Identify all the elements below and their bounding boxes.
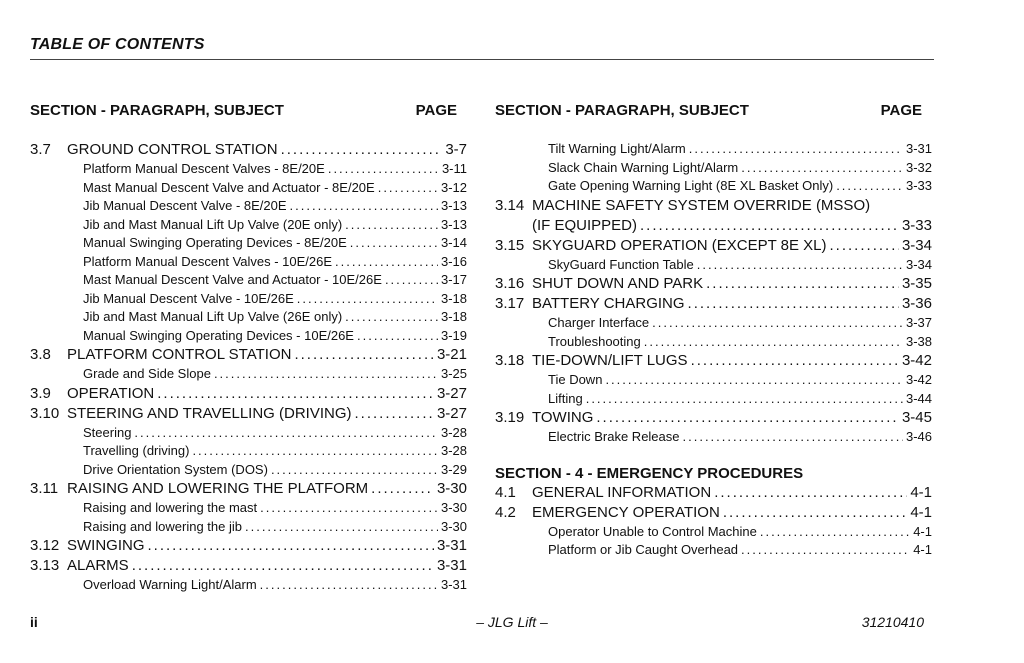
entry-title: Grade and Side Slope: [83, 366, 211, 381]
dot-leader: [688, 295, 899, 312]
toc-entry[interactable]: [495, 504, 932, 524]
dot-leader: [830, 237, 899, 254]
entry-page: 3-33: [901, 216, 932, 234]
dot-leader: [378, 180, 438, 195]
entry-page: 3-42: [905, 372, 932, 387]
entry-number: 3.12: [30, 537, 60, 554]
entry-page: 3-30: [440, 500, 467, 515]
dot-leader: [132, 557, 434, 574]
entry-title: Gate Opening Warning Light (8E XL Basket Only): [548, 178, 834, 193]
entry-title: TOWING: [532, 409, 594, 426]
dot-leader: [294, 346, 434, 363]
toc-entry[interactable]: [30, 519, 467, 538]
dot-leader: [644, 334, 903, 349]
dot-leader: [297, 291, 438, 306]
entry-page: 3-16: [440, 253, 467, 269]
entry-page: 3-36: [901, 295, 932, 312]
entry-page: 3-11: [441, 161, 467, 176]
dot-leader: [335, 254, 438, 269]
footer-doc-number: 31210410: [861, 614, 924, 630]
dot-leader: [245, 519, 438, 534]
entry-page: 3-28: [440, 443, 467, 458]
entry-number: 3.9: [30, 384, 51, 402]
dot-leader: [714, 484, 907, 501]
entry-page: 3-42: [901, 352, 932, 369]
dot-leader: [652, 315, 903, 330]
toc-entry[interactable]: [30, 462, 467, 481]
entry-page: 4-1: [910, 503, 932, 521]
dot-leader: [683, 429, 903, 444]
entry-title: GENERAL INFORMATION: [532, 483, 712, 501]
toc-entry[interactable]: [30, 405, 467, 425]
dot-leader: [697, 257, 903, 272]
dot-leader: [706, 275, 899, 292]
dot-leader: [355, 405, 434, 422]
entry-page: 3-37: [905, 315, 932, 330]
dot-leader: [271, 462, 438, 477]
entry-page: 3-12: [440, 179, 467, 195]
entry-page: 4-1: [913, 542, 932, 557]
entry-page: 3-31: [440, 577, 467, 592]
entry-number: 3.10: [30, 404, 60, 422]
toc-entry[interactable]: [30, 346, 467, 366]
footer-page-number: ii: [30, 614, 38, 630]
entry-page: 3-28: [440, 424, 467, 440]
toc-entry[interactable]: [30, 309, 467, 328]
toc-entry[interactable]: [30, 480, 467, 500]
entry-page: 3-31: [436, 537, 467, 554]
toc-entry[interactable]: [495, 352, 932, 372]
entry-title: EMERGENCY OPERATION: [532, 503, 720, 521]
entry-page: 3-17: [440, 272, 467, 287]
dot-leader: [328, 161, 439, 176]
entry-title: Steering: [83, 424, 132, 440]
entry-title: Tilt Warning Light/Alarm: [548, 141, 686, 156]
entry-page: 3-34: [901, 236, 932, 254]
dot-leader: [741, 542, 910, 557]
column-heading: [30, 102, 467, 122]
entry-title: Jib and Mast Manual Lift Up Valve (26E only): [83, 309, 343, 324]
entry-title: Tie Down: [548, 372, 603, 387]
entry-page: 3-34: [905, 256, 932, 272]
entry-title: Manual Swinging Operating Devices - 10E/26E: [83, 327, 354, 343]
toc-entry[interactable]: [30, 500, 467, 519]
entry-page: 3-7: [445, 141, 467, 158]
dot-leader: [760, 524, 910, 539]
entry-title: SHUT DOWN AND PARK: [532, 275, 704, 292]
dot-leader: [260, 577, 438, 592]
toc-entry[interactable]: [495, 275, 932, 295]
toc-entry[interactable]: [495, 217, 932, 237]
entry-number: 3.15: [495, 236, 525, 254]
entry-title: Operator Unable to Control Machine: [548, 523, 757, 539]
toc-entry[interactable]: [30, 217, 467, 236]
dot-leader: [385, 272, 438, 287]
entry-title: STEERING AND TRAVELLING (DRIVING): [67, 404, 352, 422]
dot-leader: [689, 141, 903, 156]
dot-leader: [260, 500, 438, 515]
toc-entry[interactable]: [495, 542, 932, 561]
toc-entry[interactable]: [30, 141, 467, 161]
entry-page: 3-21: [436, 346, 467, 363]
entry-title: TIE-DOWN/LIFT LUGS: [532, 352, 688, 369]
entry-number: 3.8: [30, 346, 51, 363]
dot-leader: [134, 425, 438, 440]
entry-page: 3-31: [436, 557, 467, 574]
toc-entry[interactable]: [495, 372, 932, 391]
dot-leader: [596, 409, 899, 426]
heading-page: PAGE: [880, 102, 922, 119]
entry-page: 3-30: [440, 518, 467, 534]
entry-page: 3-19: [440, 327, 467, 343]
toc-entry[interactable]: [30, 254, 467, 273]
column-heading: [495, 102, 932, 122]
entry-title: Manual Swinging Operating Devices - 8E/20E: [83, 235, 347, 250]
entry-title: BATTERY CHARGING: [532, 295, 685, 312]
toc-entries: [495, 141, 932, 561]
entry-title: ALARMS: [67, 557, 129, 574]
entry-title: Charger Interface: [548, 315, 650, 330]
entry-title: Jib Manual Descent Valve - 8E/20E: [83, 198, 287, 213]
entry-page: 3-27: [436, 384, 467, 402]
toc-entry[interactable]: [30, 161, 467, 180]
entry-title: PLATFORM CONTROL STATION: [67, 346, 292, 363]
entry-page: 3-38: [905, 333, 932, 349]
toc-column-right: [495, 102, 932, 561]
entry-title: Electric Brake Release: [548, 429, 680, 444]
entry-title: Mast Manual Descent Valve and Actuator - 8E/20E: [83, 179, 375, 195]
toc-entry[interactable]: [495, 295, 932, 315]
dot-leader: [357, 328, 438, 343]
entry-title: (IF EQUIPPED): [532, 216, 638, 234]
entry-title: Mast Manual Descent Valve and Actuator - 10E/26E: [83, 272, 382, 287]
entry-title: Platform or Jib Caught Overhead: [548, 542, 739, 557]
section-heading: SECTION - 4 - EMERGENCY PROCEDURES: [495, 464, 804, 482]
entry-title: SWINGING: [67, 537, 145, 554]
entry-page: 3-46: [905, 429, 932, 444]
entry-title: Jib and Mast Manual Lift Up Valve (20E only): [83, 216, 343, 232]
entry-page: 3-13: [440, 198, 467, 213]
entry-page: 3-13: [440, 216, 467, 232]
toc-entry[interactable]: [495, 237, 932, 257]
entry-number: 3.18: [495, 352, 525, 369]
entry-number: 3.16: [495, 275, 525, 292]
entry-page: 3-18: [440, 290, 467, 306]
entry-page: 3-33: [905, 178, 932, 193]
dot-leader: [691, 352, 899, 369]
entry-page: 3-44: [905, 390, 932, 406]
toc-entry[interactable]: [30, 291, 467, 310]
toc-entry[interactable]: [30, 443, 467, 462]
toc-column-left: [30, 102, 467, 596]
entry-page: 3-27: [436, 404, 467, 422]
footer-brand: – JLG Lift –: [476, 614, 548, 630]
entry-title: Drive Orientation System (DOS): [83, 461, 268, 477]
entry-title: SkyGuard Function Table: [548, 256, 694, 272]
dot-leader: [836, 178, 903, 193]
entry-number: 3.13: [30, 557, 60, 574]
toc-entry[interactable]: [495, 334, 932, 353]
header-divider: [30, 59, 934, 60]
toc-entry[interactable]: [30, 385, 467, 405]
entry-page: 3-29: [440, 461, 467, 477]
entry-number: 3.14: [495, 196, 525, 214]
entry-number: 3.11: [30, 480, 59, 497]
entry-page: 3-14: [440, 235, 467, 250]
entry-page: 3-35: [901, 275, 932, 292]
entry-title: Overload Warning Light/Alarm: [83, 577, 257, 592]
dot-leader: [640, 217, 899, 234]
entry-page: 3-25: [440, 366, 467, 381]
entry-page: 4-1: [913, 523, 932, 539]
toc-entry[interactable]: [495, 524, 932, 543]
entry-title: Platform Manual Descent Valves - 8E/20E: [83, 161, 325, 176]
dot-leader: [214, 366, 438, 381]
toc-entry[interactable]: [30, 272, 467, 291]
entry-title: Troubleshooting: [548, 333, 641, 349]
dot-leader: [371, 480, 434, 497]
toc-entry[interactable]: [30, 235, 467, 254]
toc-entry[interactable]: [30, 577, 467, 596]
entry-title: MACHINE SAFETY SYSTEM OVERRIDE (MSSO): [532, 196, 871, 214]
entry-page: 3-30: [436, 480, 467, 497]
entry-title: Platform Manual Descent Valves - 10E/26E: [83, 253, 333, 269]
entry-page: 4-1: [910, 483, 932, 501]
toc-entry[interactable]: [495, 197, 932, 217]
dot-leader: [605, 372, 903, 387]
toc-entry[interactable]: [495, 178, 932, 197]
dot-leader: [345, 309, 438, 324]
heading-page: PAGE: [415, 102, 457, 119]
dot-leader: [157, 385, 434, 402]
heading-subject: SECTION - PARAGRAPH, SUBJECT: [30, 102, 284, 119]
dot-leader: [741, 160, 903, 175]
toc-entry[interactable]: [30, 425, 467, 444]
entry-page: 3-18: [440, 309, 467, 324]
toc-entry[interactable]: [495, 160, 932, 179]
entry-title: OPERATION: [67, 384, 155, 402]
toc-entry[interactable]: [495, 257, 932, 276]
toc-entry[interactable]: [30, 557, 467, 577]
entry-title: Raising and lowering the jib: [83, 518, 242, 534]
toc-entries: [30, 141, 467, 596]
dot-leader: [148, 537, 434, 554]
toc-entry[interactable]: [495, 391, 932, 410]
entry-number: 3.7: [30, 141, 51, 158]
dot-leader: [281, 141, 443, 158]
toc-entry[interactable]: [30, 328, 467, 347]
entry-number: 3.17: [495, 295, 525, 312]
entry-title: SKYGUARD OPERATION (EXCEPT 8E XL): [532, 236, 827, 254]
toc-entry[interactable]: [495, 315, 932, 334]
entry-title: GROUND CONTROL STATION: [67, 141, 278, 158]
entry-title: Raising and lowering the mast: [83, 500, 258, 515]
entry-title: Travelling (driving): [83, 443, 190, 458]
entry-number: 3.19: [495, 409, 525, 426]
dot-leader: [290, 198, 438, 213]
dot-leader: [345, 217, 438, 232]
dot-leader: [350, 235, 438, 250]
entry-page: 3-31: [905, 141, 932, 156]
toc-entry[interactable]: [30, 366, 467, 385]
dot-leader: [586, 391, 903, 406]
page-title: TABLE OF CONTENTS: [30, 36, 205, 53]
entry-title: Slack Chain Warning Light/Alarm: [548, 159, 739, 175]
dot-leader: [192, 443, 438, 458]
entry-page: 3-45: [901, 409, 932, 426]
dot-leader: [723, 504, 908, 521]
entry-page: 3-32: [905, 159, 932, 175]
entry-title: Jib Manual Descent Valve - 10E/26E: [83, 290, 294, 306]
toc-entry[interactable]: [30, 537, 467, 557]
toc-entry[interactable]: [495, 409, 932, 429]
toc-entry[interactable]: [30, 180, 467, 199]
toc-entry[interactable]: [495, 429, 932, 448]
toc-entry[interactable]: [495, 141, 932, 160]
entry-title: RAISING AND LOWERING THE PLATFORM: [67, 480, 369, 497]
entry-title: Lifting: [548, 390, 583, 406]
entry-number: 4.2: [495, 503, 516, 521]
entry-number: 4.1: [495, 483, 516, 501]
heading-subject: SECTION - PARAGRAPH, SUBJECT: [495, 102, 749, 119]
toc-entry[interactable]: [30, 198, 467, 217]
toc-entry[interactable]: [495, 484, 932, 504]
